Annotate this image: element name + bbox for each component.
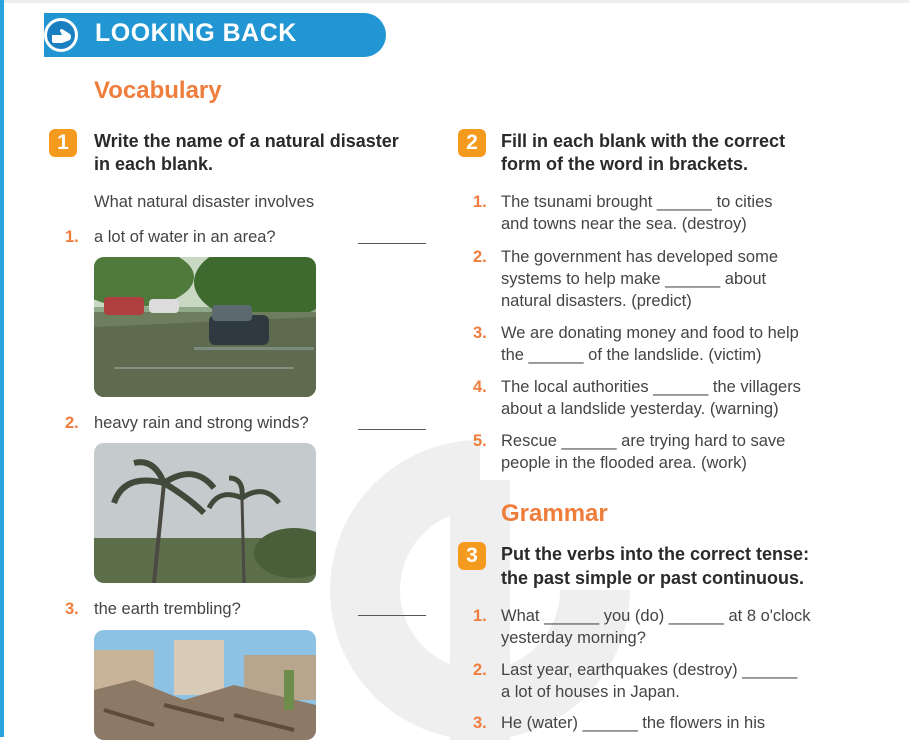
exercise-2-item-5-line1: Rescue ______ are trying hard to save	[501, 432, 786, 450]
exercise-2-item-1-number: 1.	[473, 193, 487, 211]
exercise-2-item-3-line1: We are donating money and food to help	[501, 324, 799, 342]
exercise-1-badge: 1	[49, 129, 77, 157]
page-top-rule	[0, 0, 909, 3]
exercise-3-badge: 3	[458, 542, 486, 570]
exercise-2-item-5-number: 5.	[473, 432, 487, 450]
exercise-2-item-4-line2: about a landslide yesterday. (warning)	[501, 400, 779, 418]
exercise-1-title-line2: in each blank.	[94, 154, 214, 174]
exercise-2-item-2-line3: natural disasters. (predict)	[501, 292, 692, 310]
exercise-2-item-3-line2: the ______ of the landslide. (victim)	[501, 346, 762, 364]
exercise-1-item-3-answer-blank[interactable]	[358, 615, 426, 616]
exercise-1-item-1-number: 1.	[65, 228, 79, 246]
exercise-2-badge: 2	[458, 129, 486, 157]
exercise-2-item-4-line1: The local authorities ______ the villagers	[501, 378, 801, 396]
exercise-1-title-line1: Write the name of a natural disaster	[94, 131, 399, 151]
exercise-2-item-2-line1: The government has developed some	[501, 248, 779, 266]
exercise-1-item-2-number: 2.	[65, 414, 79, 432]
exercise-2-item-5-line2: people in the flooded area. (work)	[501, 454, 747, 472]
exercise-2-item-4-number: 4.	[473, 378, 487, 396]
exercise-1-item-1-answer-blank[interactable]	[358, 243, 426, 244]
exercise-3-item-2-number: 2.	[473, 661, 487, 679]
exercise-2-item-2-number: 2.	[473, 248, 487, 266]
exercise-3-item-1-line2: yesterday morning?	[501, 629, 646, 647]
exercise-3-item-2-line1: Last year, earthquakes (destroy) ______	[501, 661, 798, 679]
exercise-2-title-line2: form of the word in brackets.	[501, 154, 749, 174]
grammar-heading: Grammar	[501, 500, 608, 527]
exercise-1-item-3-number: 3.	[65, 600, 79, 618]
storm-palm-trees-photo	[94, 443, 316, 583]
exercise-3-item-1-line1: What ______ you (do) ______ at 8 o'clock	[501, 607, 811, 625]
exercise-2-title-line1: Fill in each blank with the correct	[501, 131, 786, 151]
exercise-3-item-1-number: 1.	[473, 607, 487, 625]
exercise-1-intro: What natural disaster involves	[94, 193, 315, 211]
banner-title: LOOKING BACK	[95, 19, 297, 47]
exercise-3-item-2-line2: a lot of houses in Japan.	[501, 683, 680, 701]
exercise-1-item-3-text: the earth trembling?	[94, 600, 241, 618]
exercise-2-item-2-line2: systems to help make ______ about	[501, 270, 767, 288]
exercise-2-item-1-line2: and towns near the sea. (destroy)	[501, 215, 747, 233]
exercise-2-item-1-line1: The tsunami brought ______ to cities	[501, 193, 773, 211]
vocabulary-heading: Vocabulary	[94, 77, 222, 104]
pointing-hand-icon	[44, 18, 78, 52]
exercise-3-item-3-line1: He (water) ______ the flowers in his	[501, 714, 766, 732]
exercise-1-item-2-answer-blank[interactable]	[358, 429, 426, 430]
exercise-3-item-3-number: 3.	[473, 714, 487, 732]
exercise-2-item-3-number: 3.	[473, 324, 487, 342]
earthquake-rubble-photo	[94, 630, 316, 740]
flooded-street-photo	[94, 257, 316, 397]
exercise-3-title-line1: Put the verbs into the correct tense:	[501, 544, 810, 564]
exercise-1-item-1-text: a lot of water in an area?	[94, 228, 276, 246]
page-left-rule	[0, 0, 4, 737]
exercise-1-item-2-text: heavy rain and strong winds?	[94, 414, 309, 432]
exercise-3-title-line2: the past simple or past continuous.	[501, 568, 805, 588]
